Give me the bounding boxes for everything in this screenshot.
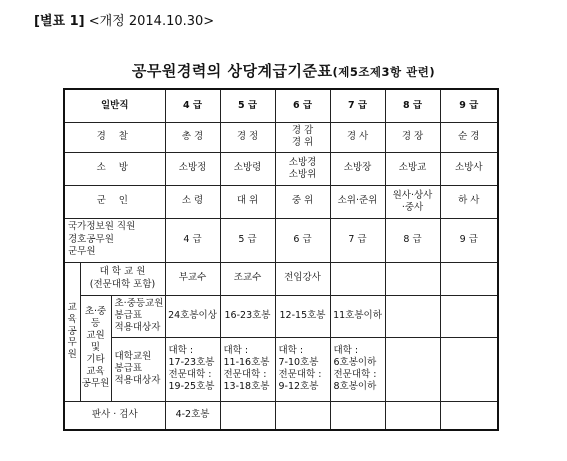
cell-line: 대학 : 17-23호봉 전문대학 : 19-25호봉: [168, 345, 215, 392]
table-cell: [330, 401, 385, 430]
header-grade-9: 9 급: [440, 89, 498, 122]
cell-line: 대학 : 7-10호봉 전문대학 : 9-12호봉: [278, 345, 322, 392]
document-header: [34, 10, 214, 29]
row-label-fire: 소 방: [64, 152, 165, 185]
table-cell: [275, 337, 330, 401]
label-text: 초·중등교원 봉급표 적용대상자: [114, 298, 164, 333]
table-cell: [330, 262, 385, 295]
table-row-header: [64, 89, 498, 122]
table-cell: 8 급: [385, 218, 440, 262]
label-text: 교 육 공 무 원: [67, 301, 77, 361]
table-cell: 소방령: [220, 152, 275, 185]
row-label-judge: 판사 · 검사: [64, 401, 165, 430]
table-cell: 소방교: [385, 152, 440, 185]
table-cell: 총 경: [165, 122, 220, 152]
table-cell: 6 급: [275, 218, 330, 262]
education-group-label: [64, 262, 80, 401]
table-cell: [385, 337, 440, 401]
table-cell: [385, 295, 440, 337]
appendix-label: [별표 1]: [34, 14, 85, 29]
table-cell: 소방장: [330, 152, 385, 185]
table-cell: [220, 401, 275, 430]
row-label-military: 군 인: [64, 185, 165, 218]
university-label: [80, 262, 165, 295]
header-grade-4: 4 급: [165, 89, 220, 122]
table-cell: [385, 185, 440, 218]
cell-line: 소방경 소방위: [288, 156, 317, 180]
header-general: 일반직: [64, 89, 165, 122]
table-cell: 전임강사: [275, 262, 330, 295]
table-cell: [275, 122, 330, 152]
table-cell: [275, 401, 330, 430]
table-row-police: [64, 122, 498, 152]
table-cell: 24호봉이상: [165, 295, 220, 337]
cell-line: 원사·상사 ·중사: [392, 189, 433, 213]
rank-equivalence-table: [63, 88, 499, 431]
table-cell: 11호봉이하: [330, 295, 385, 337]
table-cell: 중 위: [275, 185, 330, 218]
label-text: 대학교원 봉급표 적용대상자: [114, 351, 161, 386]
univ-salary-label: [111, 337, 165, 401]
table-cell: [220, 337, 275, 401]
table-cell: [440, 337, 498, 401]
revision-date: <개정 2014.10.30>: [88, 14, 215, 29]
table-cell: 경 장: [385, 122, 440, 152]
table-cell: 순 경: [440, 122, 498, 152]
table-row-nis: [64, 218, 498, 262]
table-cell: 소 령: [165, 185, 220, 218]
table-cell: 7 급: [330, 218, 385, 262]
table-row-school-salary: [64, 295, 498, 337]
table-cell: 12-15호봉: [275, 295, 330, 337]
table-cell: 경 사: [330, 122, 385, 152]
table-cell: 9 급: [440, 218, 498, 262]
table-cell: 대 위: [220, 185, 275, 218]
header-grade-8: 8 급: [385, 89, 440, 122]
table-cell: 16-23호봉: [220, 295, 275, 337]
table-cell: [440, 295, 498, 337]
table-row-fire: [64, 152, 498, 185]
table-cell: [385, 262, 440, 295]
document-title: [0, 60, 567, 81]
table-row-university: [64, 262, 498, 295]
table-cell: 4-2호봉: [165, 401, 220, 430]
label-text: 대 학 교 원 (전문대학 포함): [89, 266, 156, 290]
header-grade-7: 7 급: [330, 89, 385, 122]
table-cell: 조교수: [220, 262, 275, 295]
table-cell: 하 사: [440, 185, 498, 218]
table-cell: [275, 152, 330, 185]
cell-line: 대학 : 6호봉이하 전문대학 : 8호봉이하: [333, 345, 377, 392]
table-row-univ-salary: [64, 337, 498, 401]
row-label-nis: [64, 218, 165, 262]
table-cell: [385, 401, 440, 430]
table-row-military: [64, 185, 498, 218]
school-salary-label: [111, 295, 165, 337]
title-sub: (제5조제3항 관련): [332, 65, 436, 79]
table-cell: [440, 262, 498, 295]
table-cell: [165, 337, 220, 401]
header-grade-5: 5 급: [220, 89, 275, 122]
cell-line: 경 감 경 위: [291, 125, 314, 148]
table-cell: 소위·준위: [330, 185, 385, 218]
row-label-police: 경 찰: [64, 122, 165, 152]
table-cell: 소방정: [165, 152, 220, 185]
school-group-label: [80, 295, 111, 401]
table-cell: [330, 337, 385, 401]
table-cell: 경 정: [220, 122, 275, 152]
table-row-judge: [64, 401, 498, 430]
label-text: 초·중등 교원 및 기타 교육 공무원: [81, 306, 110, 389]
title-main: 공무원경력의 상당계급기준표: [131, 62, 333, 80]
label-text: 국가정보원 직원 경호공무원 군무원: [68, 221, 136, 258]
cell-line: 대학 : 11-16호봉 전문대학 : 13-18호봉: [223, 345, 270, 392]
table-cell: 5 급: [220, 218, 275, 262]
table-cell: 소방사: [440, 152, 498, 185]
table-cell: 4 급: [165, 218, 220, 262]
table-cell: 부교수: [165, 262, 220, 295]
header-grade-6: 6 급: [275, 89, 330, 122]
table-cell: [440, 401, 498, 430]
